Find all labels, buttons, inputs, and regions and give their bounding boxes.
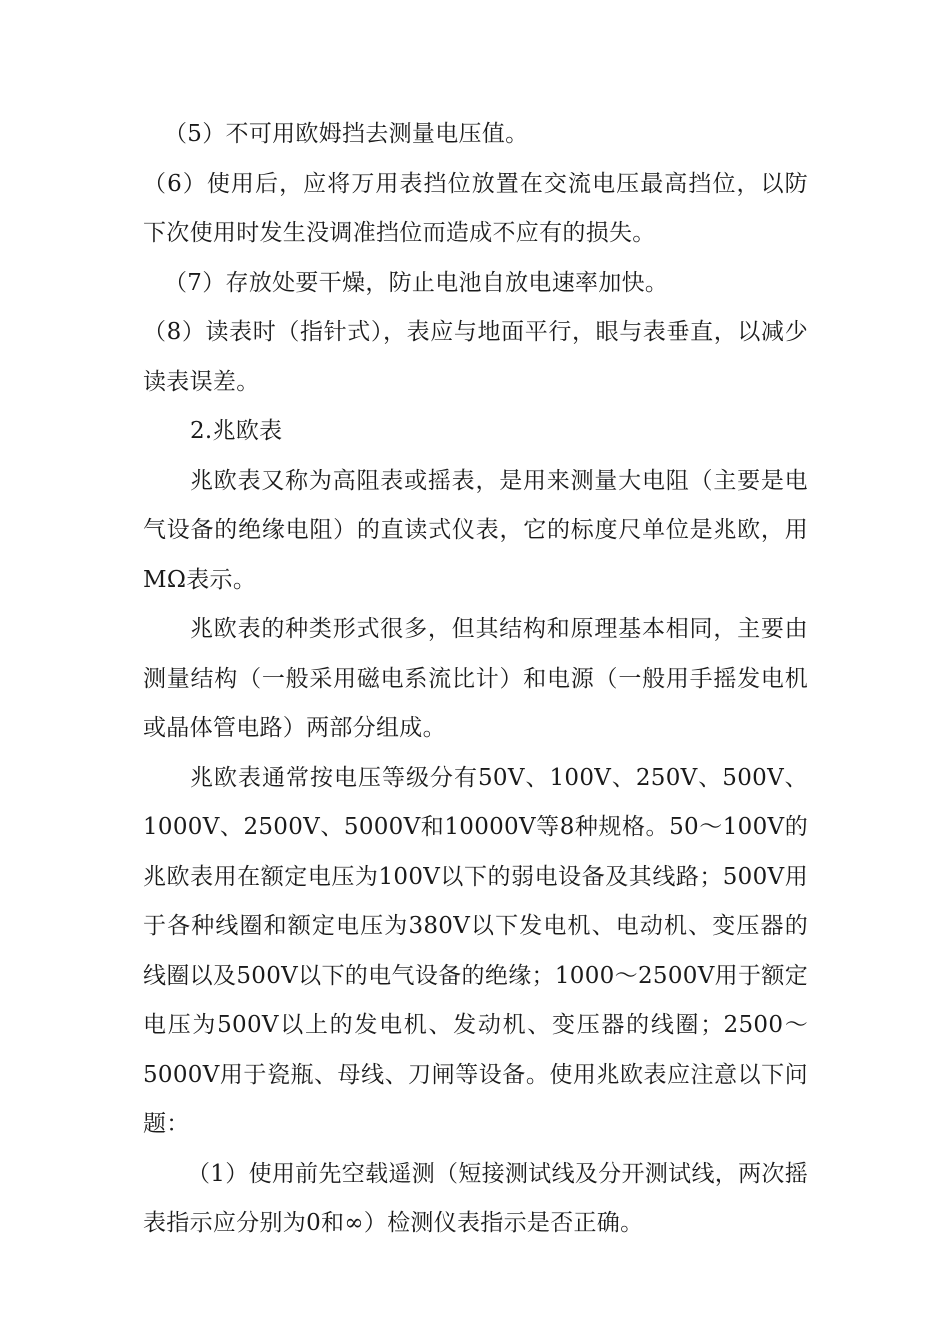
document-body — [143, 110, 808, 1249]
section-heading-megohmmeter: 2.兆欧表 — [190, 418, 283, 444]
paragraph-megohmmeter-voltage-levels: 兆欧表通常按电压等级分有50V、100V、250V、500V、1000V、2500V、5000V和10000V等8种规格。50～100V的兆欧表用在额定电压为100V以下的弱电设备及其线路；500V用于各种线圈和额定电压为380V以下发电机、电动机、变压器的线圈以及500V以下的电气设备的绝缘；1000～2500V用于额定电压为500V以上的发电机、发动机、变压器的线圈；2500～5000V用于瓷瓶、母线、刀闸等设备。使用兆欧表应注意以下问题： — [143, 764, 808, 1137]
paragraph-item-7: （7）存放处要干燥，防止电池自放电速率加快。 — [164, 269, 669, 296]
paragraph-item-5: （5）不可用欧姆挡去测量电压值。 — [164, 121, 529, 147]
paragraph-item-6: （6）使用后，应将万用表挡位放置在交流电压最高挡位，以防下次使用时发生没调准挡位而造成不应有的损失。 — [143, 170, 808, 246]
paragraph-megohmmeter-definition: 兆欧表又称为高阻表或摇表，是用来测量大电阻（主要是电气设备的绝缘电阻）的直读式仪表，它的标度尺单位是兆欧，用MΩ表示。 — [143, 467, 808, 593]
paragraph-megohmmeter-structure: 兆欧表的种类形式很多，但其结构和原理基本相同，主要由测量结构（一般采用磁电系流比计）和电源（一般用手摇发电机或晶体管电路）两部分组成。 — [143, 616, 808, 741]
paragraph-usage-item-1: （1）使用前先空载遥测（短接测试线及分开测试线，两次摇表指示应分别为0和∞）检测仪表指示是否正确。 — [143, 1160, 808, 1236]
paragraph-item-8: （8）读表时（指针式），表应与地面平行，眼与表垂直，以减少读表误差。 — [143, 319, 808, 395]
